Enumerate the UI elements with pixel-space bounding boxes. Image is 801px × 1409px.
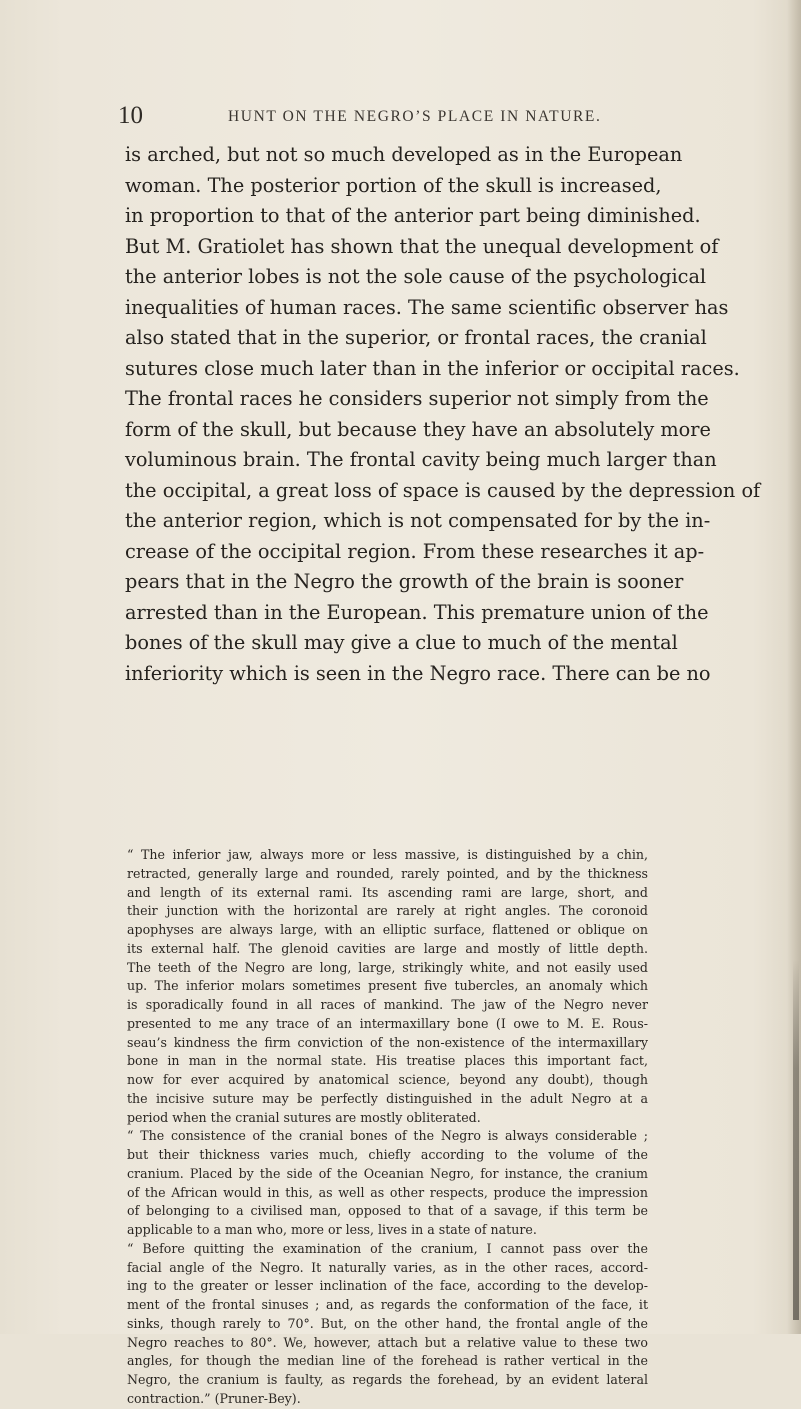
footnote-line: seau’s kindness the firm conviction of the non-existence of the intermaxillary <box>127 1034 648 1050</box>
text-line: the anterior lobes is not the sole cause of the psychological <box>125 265 707 288</box>
text-line: pears that in the Negro the growth of the brain is sooner <box>125 570 684 593</box>
footnote-line: ment of the frontal sinuses ; and, as regards the conformation of the face, it <box>127 1297 648 1312</box>
footnote-line: applicable to a man who, more or less, lives in a state of nature. <box>127 1222 537 1237</box>
text-line: is arched, but not so much developed as in the European <box>125 143 683 166</box>
footnote-line: and length of its external rami. Its ascending rami are large, short, and <box>127 884 648 900</box>
text-line: sutures close much later than in the inferior or occipital races. <box>125 356 740 380</box>
footnote-line: now for ever acquired by anatomical science, beyond any doubt), though <box>127 1072 648 1087</box>
footnote-line: cranium. Placed by the side of the Oceanian Negro, for instance, the cranium <box>127 1165 648 1181</box>
footnote-line: apophyses are always large, with an elliptic surface, flattened or oblique on <box>127 922 648 937</box>
footnote-line: facial angle of the Negro. It naturally varies, as in the other races, accord- <box>127 1259 648 1275</box>
footnote-line: the incisive suture may be perfectly distinguished in the adult Negro at a <box>127 1090 648 1106</box>
text-line: inferiority which is seen in the Negro race. There can be no <box>125 661 711 685</box>
page-edge-mark <box>793 960 799 1320</box>
text-line: the anterior region, which is not compensated for by the in- <box>125 509 711 532</box>
footnote-line: ing to the greater or lesser inclination of the face, according to the develop- <box>127 1278 648 1294</box>
text-line: voluminous brain. The frontal cavity being much larger than <box>125 448 717 471</box>
footnote-line: angles, for though the median line of the forehead is rather vertical in the <box>127 1353 648 1369</box>
running-title: HUNT ON THE NEGRO’S PLACE IN NATURE. <box>228 108 602 125</box>
footnote-line: retracted, generally large and rounded, rarely pointed, and by the thickness <box>127 865 648 881</box>
footnote-line: of belonging to a civilised man, opposed to that of a savage, if this term be <box>127 1203 648 1219</box>
footnote-line: is sporadically found in all races of mankind. The jaw of the Negro never <box>127 997 648 1012</box>
footnote-line: of the African would in this, as well as other respects, produce the impression <box>127 1184 648 1200</box>
text-line: crease of the occipital region. From these researches it ap- <box>125 539 705 563</box>
text-line: the occipital, a great loss of space is caused by the depression of <box>125 478 761 502</box>
main-text <box>125 140 761 689</box>
page-number: 10 <box>118 102 143 129</box>
footnote-line: “ The inferior jaw, always more or less massive, is distinguished by a chin, <box>127 847 648 862</box>
footnote-line: sinks, though rarely to 70°. But, on the other hand, the frontal angle of the <box>127 1315 648 1331</box>
text-line: bones of the skull may give a clue to much of the mental <box>125 631 678 654</box>
text-line: inequalities of human races. The same scientific observer has <box>125 295 729 319</box>
footnote-line: “ Before quitting the examination of the cranium, I cannot pass over the <box>127 1240 648 1256</box>
footnote-line: presented to me any trace of an intermaxillary bone (I owe to M. E. Rous- <box>127 1015 648 1031</box>
footnote-line: Negro reaches to 80°. We, however, attach but a relative value to these two <box>127 1334 648 1350</box>
footnote-line: “ The consistence of the cranial bones of the Negro is always considerable ; <box>127 1128 648 1144</box>
footnote-line: up. The inferior molars sometimes present five tubercles, an anomaly which <box>127 978 648 994</box>
text-line: in proportion to that of the anterior part being diminished. <box>125 204 701 227</box>
footnote-line: contraction.” (Pruner-Bey). <box>127 1390 301 1406</box>
text-line: form of the skull, but because they have an absolutely more <box>125 417 711 441</box>
footnote-line: their junction with the horizontal are rarely at right angles. The coronoid <box>127 903 648 919</box>
footnote-line: The teeth of the Negro are long, large, strikingly white, and not easily used <box>127 959 648 975</box>
text-line: But M. Gratiolet has shown that the unequal development of <box>125 234 719 258</box>
footnote-line: its external half. The glenoid cavities are large and mostly of little depth. <box>127 940 648 956</box>
page-header <box>0 102 801 132</box>
text-line: also stated that in the superior, or frontal races, the cranial <box>125 326 707 349</box>
footnote-line: period when the cranial sutures are mostly obliterated. <box>127 1109 481 1125</box>
footnote-line: but their thickness varies much, chiefly according to the volume of the <box>127 1147 648 1162</box>
text-line: arrested than in the European. This premature union of the <box>125 600 709 624</box>
footnote-block <box>127 846 648 1409</box>
text-line: The frontal races he considers superior not simply from the <box>125 387 709 410</box>
footnote-line: bone in man in the normal state. His treatise places this important fact, <box>127 1053 648 1069</box>
footnote-line: Negro, the cranium is faulty, as regards the forehead, by an evident lateral <box>127 1372 648 1387</box>
text-line: woman. The posterior portion of the skull is increased, <box>125 173 662 197</box>
